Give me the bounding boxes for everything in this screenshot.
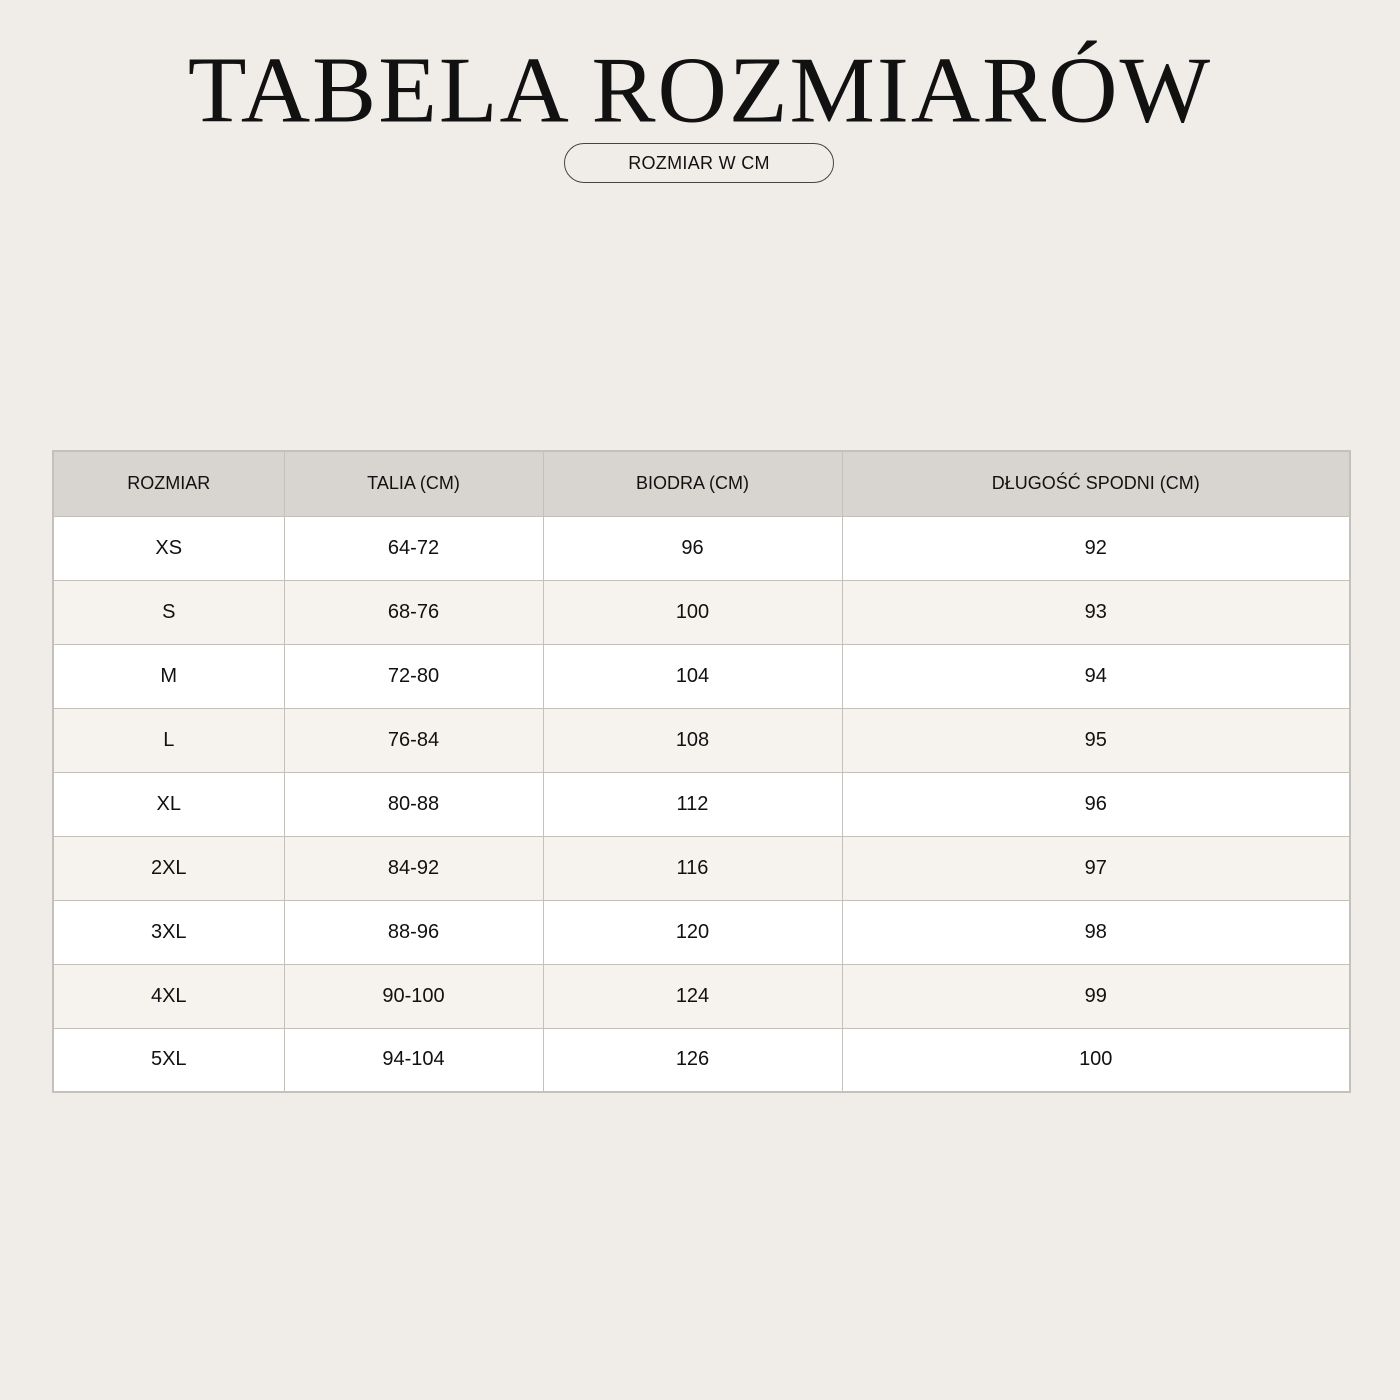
- cell-waist: 80-88: [284, 772, 543, 836]
- cell-hips: 116: [543, 836, 842, 900]
- cell-trouser-length: 100: [842, 1028, 1350, 1092]
- cell-waist: 76-84: [284, 708, 543, 772]
- cell-trouser-length: 96: [842, 772, 1350, 836]
- cell-size: S: [53, 580, 284, 644]
- unit-badge: ROZMIAR W CM: [564, 143, 834, 183]
- cell-size: 5XL: [53, 1028, 284, 1092]
- cell-waist: 88-96: [284, 900, 543, 964]
- table-row: [53, 1028, 1350, 1092]
- cell-trouser-length: 94: [842, 644, 1350, 708]
- cell-trouser-length: 95: [842, 708, 1350, 772]
- table-row: [53, 964, 1350, 1028]
- cell-hips: 96: [543, 516, 842, 580]
- cell-hips: 124: [543, 964, 842, 1028]
- header-waist: TALIA (CM): [284, 451, 543, 516]
- cell-waist: 90-100: [284, 964, 543, 1028]
- cell-trouser-length: 92: [842, 516, 1350, 580]
- table-row: [53, 516, 1350, 580]
- cell-hips: 108: [543, 708, 842, 772]
- cell-hips: 100: [543, 580, 842, 644]
- cell-trouser-length: 99: [842, 964, 1350, 1028]
- cell-size: 2XL: [53, 836, 284, 900]
- header-size: ROZMIAR: [53, 451, 284, 516]
- cell-trouser-length: 93: [842, 580, 1350, 644]
- cell-size: 3XL: [53, 900, 284, 964]
- table-header-row: [53, 451, 1350, 516]
- cell-hips: 120: [543, 900, 842, 964]
- cell-hips: 112: [543, 772, 842, 836]
- cell-waist: 68-76: [284, 580, 543, 644]
- cell-size: L: [53, 708, 284, 772]
- table-row: [53, 580, 1350, 644]
- cell-size: M: [53, 644, 284, 708]
- cell-size: 4XL: [53, 964, 284, 1028]
- cell-hips: 104: [543, 644, 842, 708]
- header-trouser-length: DŁUGOŚĆ SPODNI (CM): [842, 451, 1350, 516]
- header-hips: BIODRA (CM): [543, 451, 842, 516]
- size-table: [52, 450, 1351, 1093]
- cell-size: XS: [53, 516, 284, 580]
- cell-waist: 84-92: [284, 836, 543, 900]
- table-row: [53, 900, 1350, 964]
- table-row: [53, 836, 1350, 900]
- table-row: [53, 772, 1350, 836]
- table-row: [53, 708, 1350, 772]
- cell-waist: 64-72: [284, 516, 543, 580]
- cell-waist: 72-80: [284, 644, 543, 708]
- table-row: [53, 644, 1350, 708]
- page-title: TABELA ROZMIARÓW: [187, 37, 1213, 142]
- cell-size: XL: [53, 772, 284, 836]
- cell-trouser-length: 97: [842, 836, 1350, 900]
- cell-trouser-length: 98: [842, 900, 1350, 964]
- cell-waist: 94-104: [284, 1028, 543, 1092]
- cell-hips: 126: [543, 1028, 842, 1092]
